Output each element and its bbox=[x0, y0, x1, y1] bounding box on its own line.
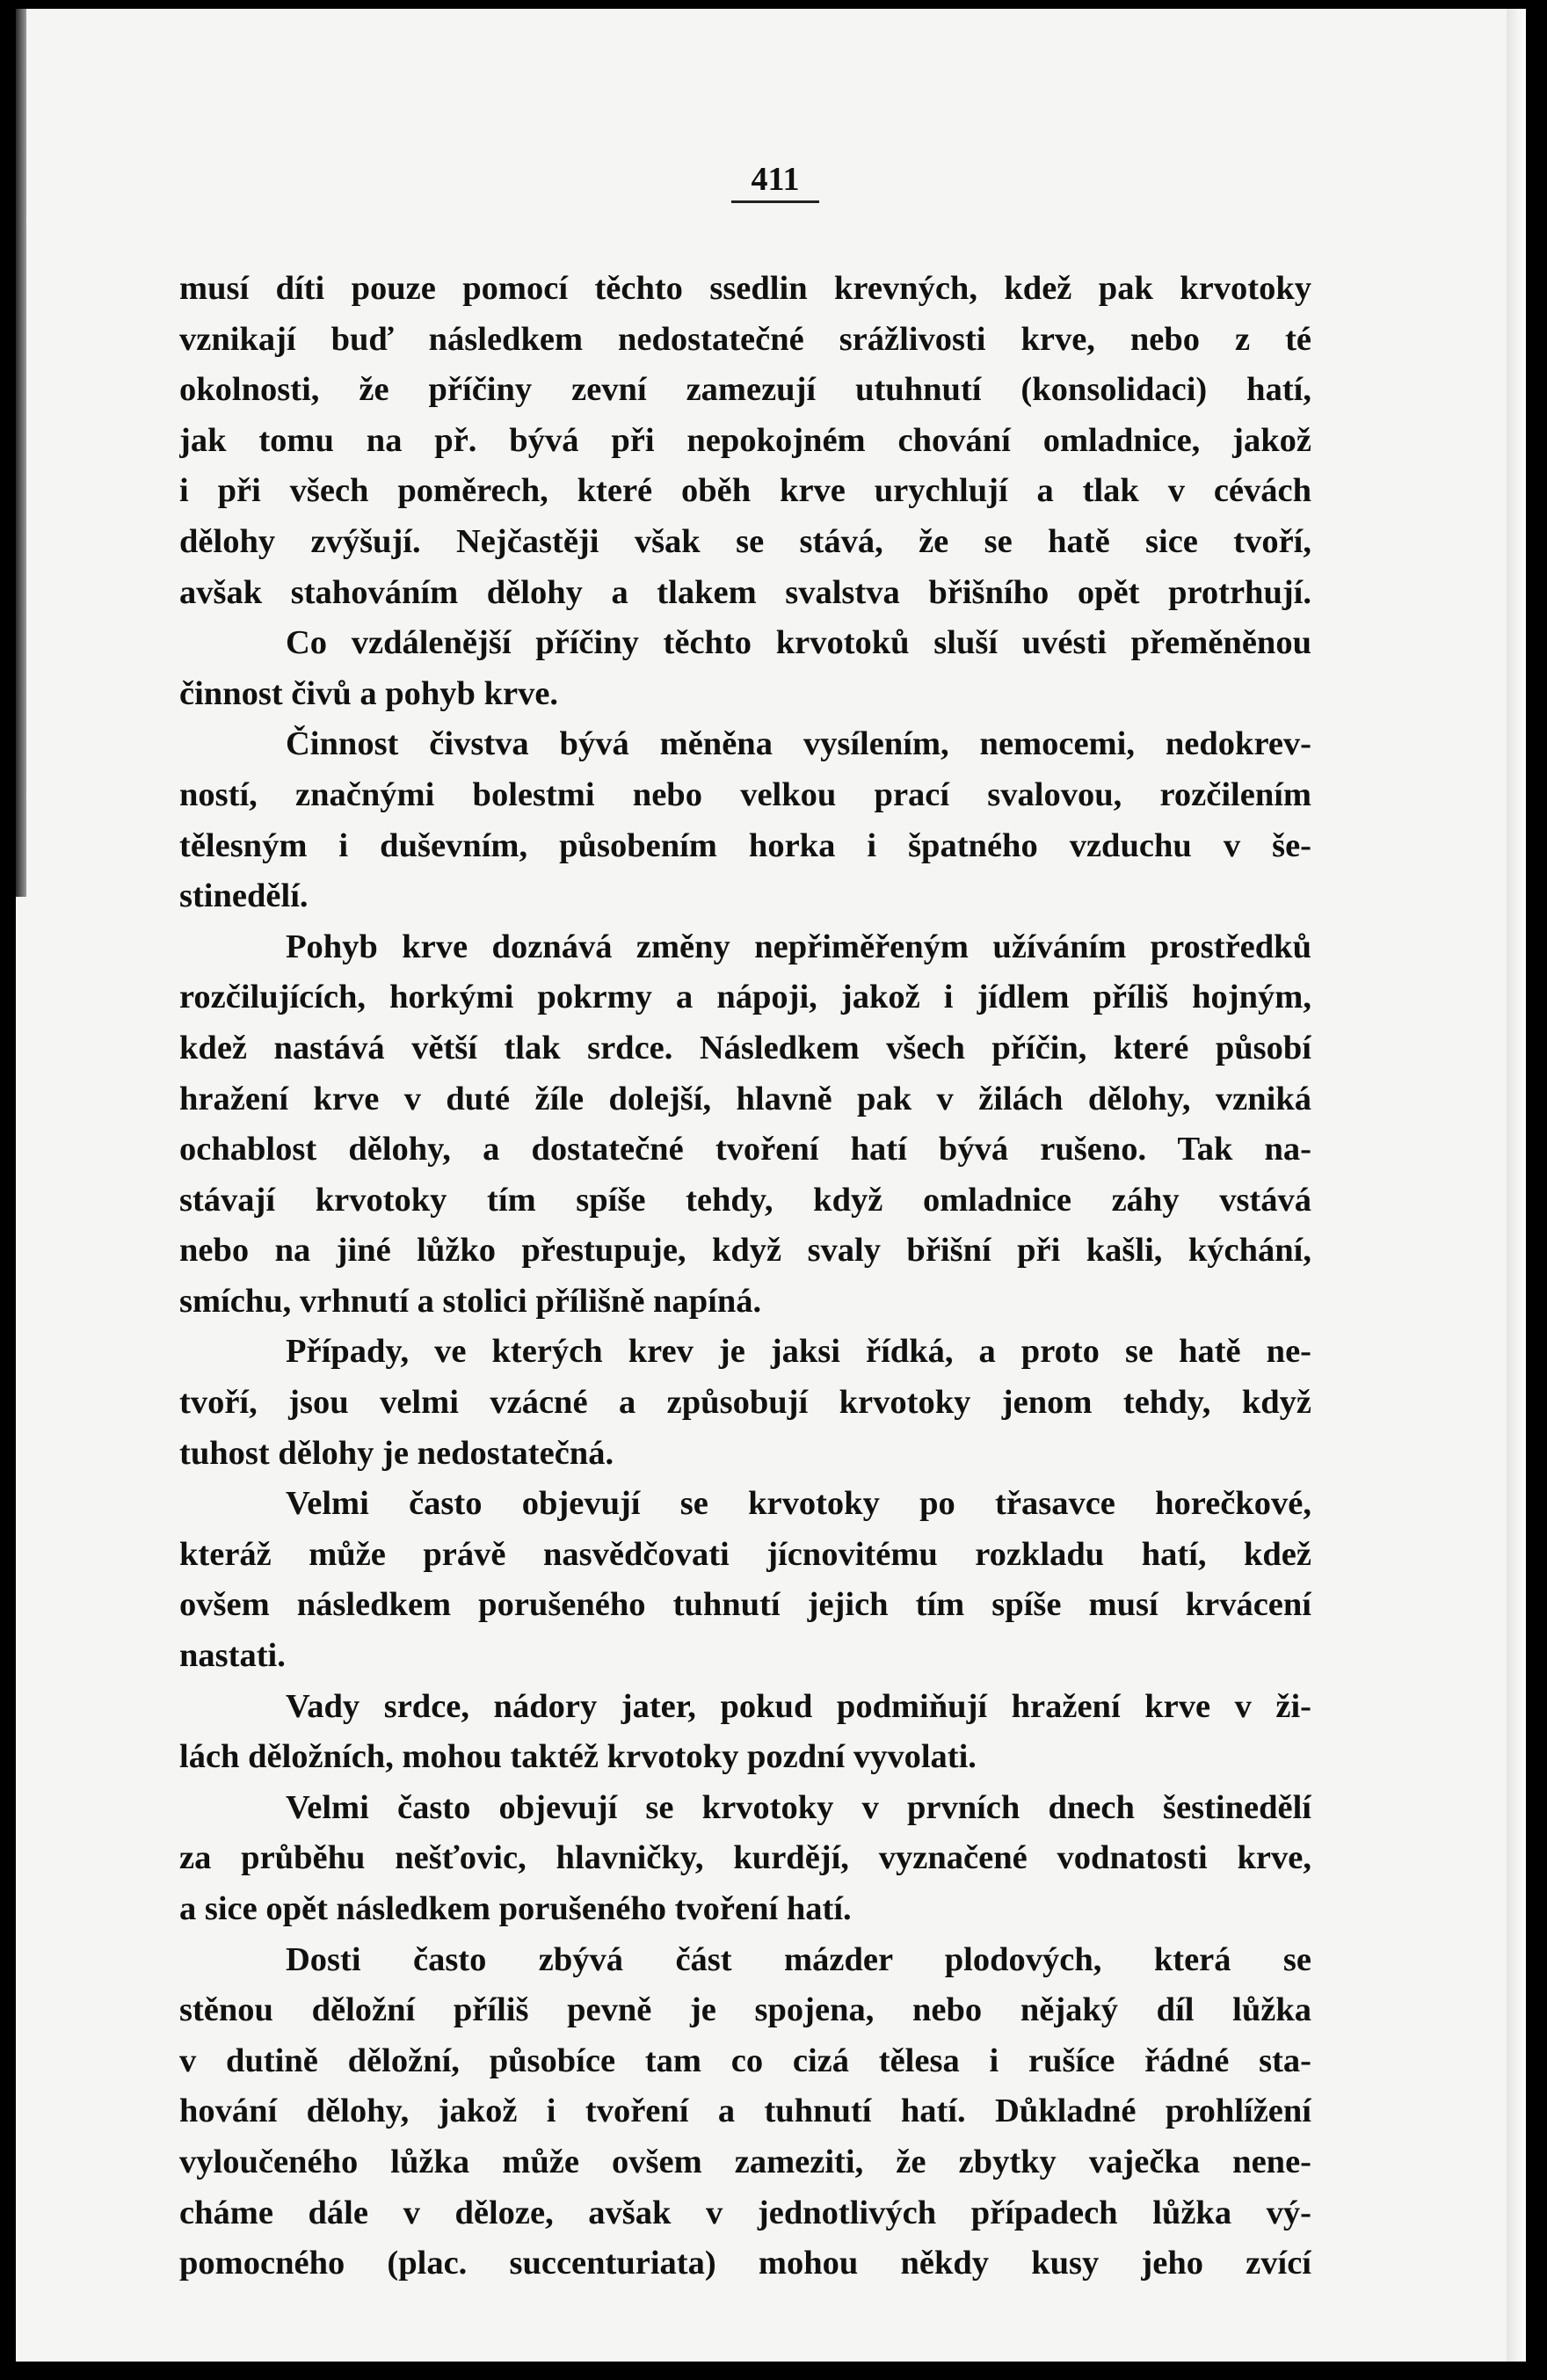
page-number: 411 bbox=[731, 160, 819, 203]
text-line: nastati. bbox=[179, 1637, 286, 1675]
text-line: stěnou děložní příliš pevně je spojena, nebo nějaký díl lůžka bbox=[179, 1991, 1311, 2029]
text-line: stinedělí. bbox=[179, 877, 309, 915]
text-line: dělohy zvýšují. Nejčastěji však se stává, že se hatě sice tvoří, bbox=[179, 522, 1311, 560]
text-line: hražení krve v duté žíle dolejší, hlavně pak v žilách dělohy, vzniká bbox=[179, 1080, 1311, 1117]
text-line: Dosti často zbývá část mázder plodových, která se bbox=[286, 1940, 1311, 1978]
text-line: Velmi často objevují se krvotoky v prvních dnech šestinedělí bbox=[286, 1788, 1311, 1826]
text-line: Případy, ve kterých krev je jaksi řídká, a proto se hatě ne- bbox=[286, 1333, 1311, 1371]
text-line: Vady srdce, nádory jater, pokud podmiňují hražení krve v ži- bbox=[286, 1687, 1311, 1725]
text-line: avšak stahováním dělohy a tlakem svalstva břišního opět protrhují. bbox=[179, 573, 1311, 611]
text-line: jak tomu na př. bývá při nepokojném chování omladnice, jakož bbox=[179, 421, 1311, 459]
text-line: Co vzdálenější příčiny těchto krvotoků sluší uvésti přeměněnou bbox=[286, 624, 1311, 662]
text-line: ochablost dělohy, a dostatečné tvoření hatí bývá rušeno. Tak na- bbox=[179, 1131, 1311, 1168]
text-line: v dutině děložní, působíce tam co cizá tělesa i rušíce řádné sta- bbox=[179, 2042, 1311, 2079]
text-line: smíchu, vrhnutí a stolici přílišně napíná. bbox=[179, 1282, 762, 1320]
text-line: pomocného (plac. succenturiata) mohou někdy kusy jeho zvící bbox=[179, 2245, 1311, 2282]
text-line: tuhost dělohy je nedostatečná. bbox=[179, 1434, 614, 1472]
text-line: vyloučeného lůžka může ovšem zameziti, že zbytky vaječka nene- bbox=[179, 2143, 1311, 2180]
text-line: i při všech poměrech, které oběh krve urychlují a tlak v cévách bbox=[179, 472, 1311, 510]
previous-page-edge bbox=[16, 9, 26, 897]
text-line: lách děložních, mohou taktéž krvotoky pozdní vyvolati. bbox=[179, 1738, 977, 1776]
text-line: a sice opět následkem porušeného tvoření hatí. bbox=[179, 1890, 852, 1927]
text-line: za průběhu nešťovic, hlavničky, kurdějí, vyznačené vodnatosti krve, bbox=[179, 1839, 1311, 1877]
text-line: hování dělohy, jakož i tvoření a tuhnutí hatí. Důkladné prohlížení bbox=[179, 2093, 1311, 2130]
text-line: kdež nastává větší tlak srdce. Následkem všech příčin, které působí bbox=[179, 1029, 1311, 1066]
text-line: kteráž může právě nasvědčovati jícnovitému rozkladu hatí, kdež bbox=[179, 1535, 1311, 1573]
body-text bbox=[179, 264, 1311, 2289]
text-line: cháme dále v děloze, avšak v jednotlivých případech lůžka vý- bbox=[179, 2194, 1311, 2231]
text-line: stávají krvotoky tím spíše tehdy, když omladnice záhy vstává bbox=[179, 1181, 1311, 1219]
text-line: činnost čivů a pohyb krve. bbox=[179, 674, 559, 712]
book-page bbox=[16, 9, 1526, 2362]
text-line: tělesným i duševním, působením horka i špatného vzduchu v še- bbox=[179, 826, 1311, 864]
text-line: Pohyb krve doznává změny nepřiměřeným užíváním prostředků bbox=[286, 928, 1311, 965]
text-line: Činnost čivstva bývá měněna vysílením, nemocemi, nedokrev- bbox=[286, 725, 1311, 763]
text-line: ností, značnými bolestmi nebo velkou prací svalovou, rozčilením bbox=[179, 775, 1311, 813]
text-line: musí díti pouze pomocí těchto ssedlin krevných, kdež pak krvotoky bbox=[179, 270, 1311, 307]
text-line: ovšem následkem porušeného tuhnutí jejich tím spíše musí krvácení bbox=[179, 1586, 1311, 1624]
text-line: tvoří, jsou velmi vzácné a způsobují krvotoky jenom tehdy, když bbox=[179, 1384, 1311, 1422]
text-line: Velmi často objevují se krvotoky po třasavce horečkové, bbox=[286, 1485, 1311, 1523]
text-line: vznikají buď následkem nedostatečné srážlivosti krve, nebo z té bbox=[179, 320, 1311, 358]
page-edge-right bbox=[1507, 9, 1526, 2362]
text-line: nebo na jiné lůžko přestupuje, když svaly břišní při kašli, kýchání, bbox=[179, 1232, 1311, 1270]
text-line: okolnosti, že příčiny zevní zamezují utuhnutí (konsolidaci) hatí, bbox=[179, 371, 1311, 409]
text-line: rozčilujících, horkými pokrmy a nápoji, jakož i jídlem příliš hojným, bbox=[179, 979, 1311, 1016]
